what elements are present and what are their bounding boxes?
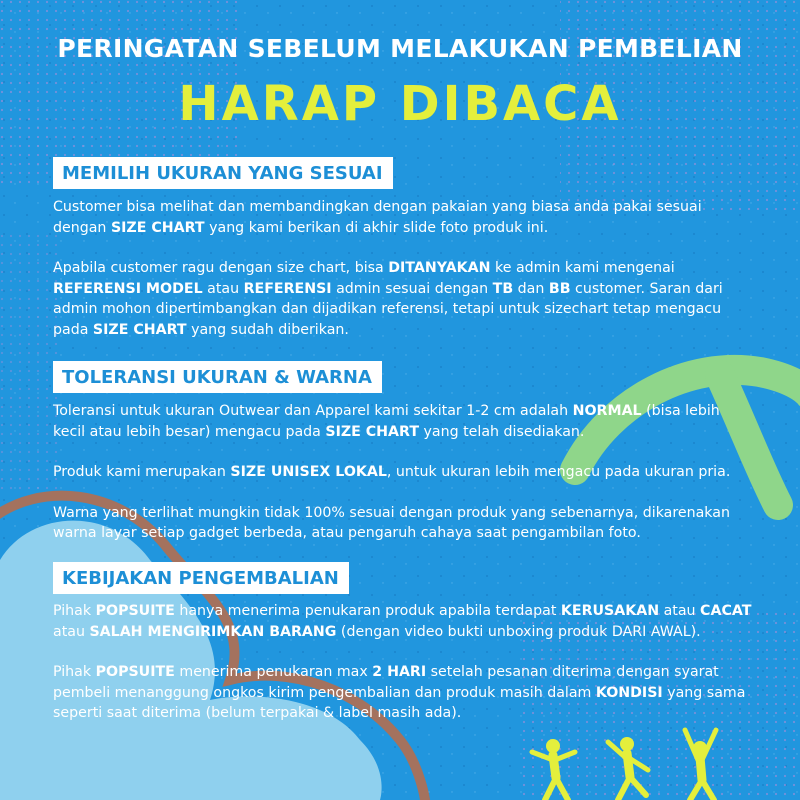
emphasis-text: REFERENSI MODEL [53, 280, 203, 297]
paragraph [53, 601, 753, 642]
section-body-kebijakan [53, 601, 753, 724]
section-heading-kebijakan: KEBIJAKAN PENGEMBALIAN [53, 562, 349, 594]
section-heading-memilih-ukuran: MEMILIH UKURAN YANG SESUAI [53, 157, 393, 189]
body-text: , untuk ukuran lebih mengacu pada ukuran pria. [386, 464, 731, 480]
body-text: dan [513, 280, 549, 297]
body-text: (bisa lebih kecil atau lebih besar) mengacu pada [53, 403, 720, 440]
body-text: yang kami berikan di akhir slide foto produk ini. [204, 219, 549, 236]
emphasis-text: SIZE CHART [92, 321, 187, 338]
body-text: hanya menerima penukaran produk apabila terdapat [174, 603, 561, 619]
emphasis-text: KONDISI [595, 684, 663, 701]
emphasis-text: DITANYAKAN [388, 260, 491, 276]
body-text: (dengan video bukti unboxing produk DARI AWAL). [336, 623, 701, 640]
body-text: Warna yang terlihat mungkin tidak 100% sesuai dengan produk yang sebenarnya, dikarenakan warna layar setiap gadget berbeda, atau pengaruh cahaya saat pengambilan foto. [53, 504, 730, 541]
body-text: yang telah disediakan. [419, 423, 585, 440]
body-text: yang sama seperti saat diterima (belum terpakai & label masih ada). [53, 684, 746, 721]
body-text: Pihak [53, 664, 96, 680]
body-text: Apabila customer ragu dengan size chart, bisa [53, 260, 389, 276]
emphasis-text: SIZE CHART [110, 219, 205, 236]
body-text: atau [659, 603, 701, 619]
body-text: menerima penukaran max [174, 664, 373, 680]
body-text: yang sudah diberikan. [186, 321, 349, 338]
section-body-memilih-ukuran [53, 197, 753, 340]
paragraph [53, 197, 753, 238]
emphasis-text: BB [548, 280, 571, 297]
emphasis-text: SIZE CHART [325, 423, 420, 440]
emphasis-text: REFERENSI [243, 280, 332, 297]
body-text: atau [202, 280, 244, 297]
section-heading-toleransi: TOLERANSI UKURAN & WARNA [53, 361, 382, 393]
emphasis-text: SIZE UNISEX LOKAL [230, 464, 387, 480]
header-title: HARAP DIBACA [178, 76, 622, 132]
emphasis-text: NORMAL [572, 403, 642, 419]
body-text: Customer bisa melihat dan membandingkan dengan pakaian yang biasa anda pakai sesuai dengan [53, 199, 702, 236]
paragraph [53, 462, 753, 483]
body-text: customer. Saran dari admin mohon dipertimbangkan dan dijadikan referensi, tetapi untuk sizechart tetap mengacu pada [53, 280, 723, 338]
emphasis-text: SALAH MENGIRIMKAN BARANG [89, 623, 337, 640]
header-subtitle: PERINGATAN SEBELUM MELAKUKAN PEMBELIAN [57, 34, 743, 63]
emphasis-text: CACAT [700, 603, 752, 619]
body-text: ke admin kami mengenai [490, 260, 675, 276]
emphasis-text: KERUSAKAN [560, 603, 660, 619]
body-text: setelah pesanan diterima dengan syarat pembeli menanggung ongkos kirim pengembalian dan produk masih dalam [53, 664, 719, 701]
emphasis-text: POPSUITE [95, 603, 175, 619]
body-text: Produk kami merupakan [53, 464, 231, 480]
section-body-toleransi [53, 401, 753, 544]
body-text: Pihak [53, 603, 96, 619]
emphasis-text: TB [492, 280, 514, 297]
body-text: Toleransi untuk ukuran Outwear dan Apparel kami sekitar 1-2 cm adalah [53, 403, 573, 419]
emphasis-text: 2 HARI [372, 664, 427, 680]
body-text: atau [53, 623, 90, 640]
emphasis-text: POPSUITE [95, 664, 175, 680]
paragraph [53, 401, 753, 442]
paragraph [53, 503, 753, 544]
paragraph [53, 662, 753, 724]
body-text: admin sesuai dengan [331, 280, 493, 297]
paragraph [53, 258, 753, 340]
